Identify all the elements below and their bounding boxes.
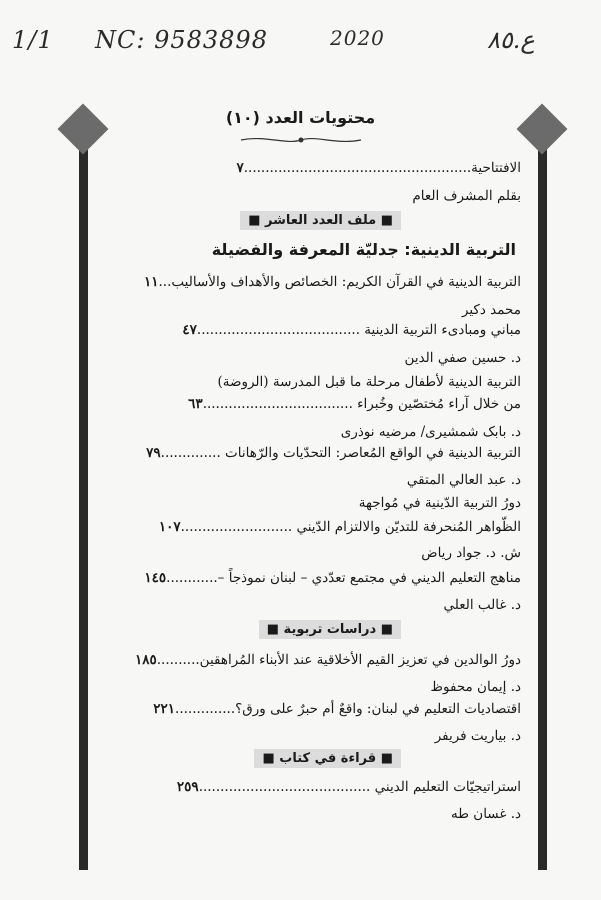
- handwritten-code: 2020: [330, 26, 385, 50]
- toc-entry: مباني ومبادىء التربية الدينية ......................................٤٧: [182, 322, 521, 338]
- toc-author: د. عبد العالي المتقي: [406, 472, 521, 488]
- toc-entry: التربية الدينية لأطفال مرحلة ما قبل المدرسة (الروضة): [217, 374, 521, 390]
- toc-entry: دورُ الوالدين في تعزيز القيم الأخلاقية عند الأبناء المُراهقين..........١٨٥: [134, 652, 521, 668]
- handwritten-number: ع.٨٥: [487, 26, 535, 54]
- toc-entry: التربية الدينية في الواقع المُعاصر: التحدّيات والرّهانات ..............٧٩: [146, 445, 521, 461]
- toc-entry: اقتصاديات التعليم في لبنان: واقعٌ أم حبرٌ على ورق؟..............٢٢١: [153, 701, 521, 717]
- toc-author: محمد دكير: [461, 302, 521, 318]
- title-ornament: [0, 132, 601, 151]
- toc-entry: مناهج التعليم الديني في مجتمع تعدّدي – لبنان نموذجاً –............١٤٥: [144, 570, 521, 586]
- handwritten-ref: 1/1: [12, 26, 54, 54]
- section-header-studies: ■ دراسات تربوية ■: [259, 620, 401, 639]
- toc-author: د. إيمان محفوظ: [430, 679, 521, 695]
- toc-entry: من خلال آراء مُختصّين وخُبراء ...................................٦٣: [188, 396, 521, 412]
- toc-entry: الافتتاحية.....................................................٧: [236, 160, 521, 176]
- toc-entry: دورُ التربية الدّينية في مُواجهة: [358, 495, 521, 511]
- toc-author: د. بياريت فريفر: [434, 728, 521, 744]
- section-header-book: ■ قراءة في كتاب ■: [254, 749, 401, 768]
- section-header-file: ■ ملف العدد العاشر ■: [240, 211, 401, 230]
- section-subtitle: التربية الدينية: جدليّة المعرفة والفضيلة: [211, 240, 516, 259]
- toc-author: د. بابک شمشیری/ مرضیه نوذری: [340, 424, 521, 440]
- toc-author: د. غسان طه: [451, 806, 521, 822]
- toc-author: بقلم المشرف العام: [412, 188, 521, 204]
- toc-entry: استراتيجيّات التعليم الديني ........................................٢٥٩: [176, 779, 521, 795]
- handwritten-nc: NC: 9583898: [95, 26, 268, 54]
- toc-author: ش. د. جواد رياض: [421, 545, 521, 561]
- right-border-bar: [538, 130, 547, 870]
- toc-author: د. حسين صفي الدين: [404, 350, 521, 366]
- toc-entry: الظّواهر المُنحرفة للتديّن والالتزام الدّيني ..........................١٠٧: [158, 519, 521, 535]
- left-border-bar: [79, 130, 88, 870]
- toc-author: د. غالب العلي: [443, 597, 521, 613]
- page-title: محتويات العدد (١٠): [225, 108, 376, 127]
- toc-entry: التربية الدينية في القرآن الكريم: الخصائص والأهداف والأساليب...١١: [144, 274, 521, 290]
